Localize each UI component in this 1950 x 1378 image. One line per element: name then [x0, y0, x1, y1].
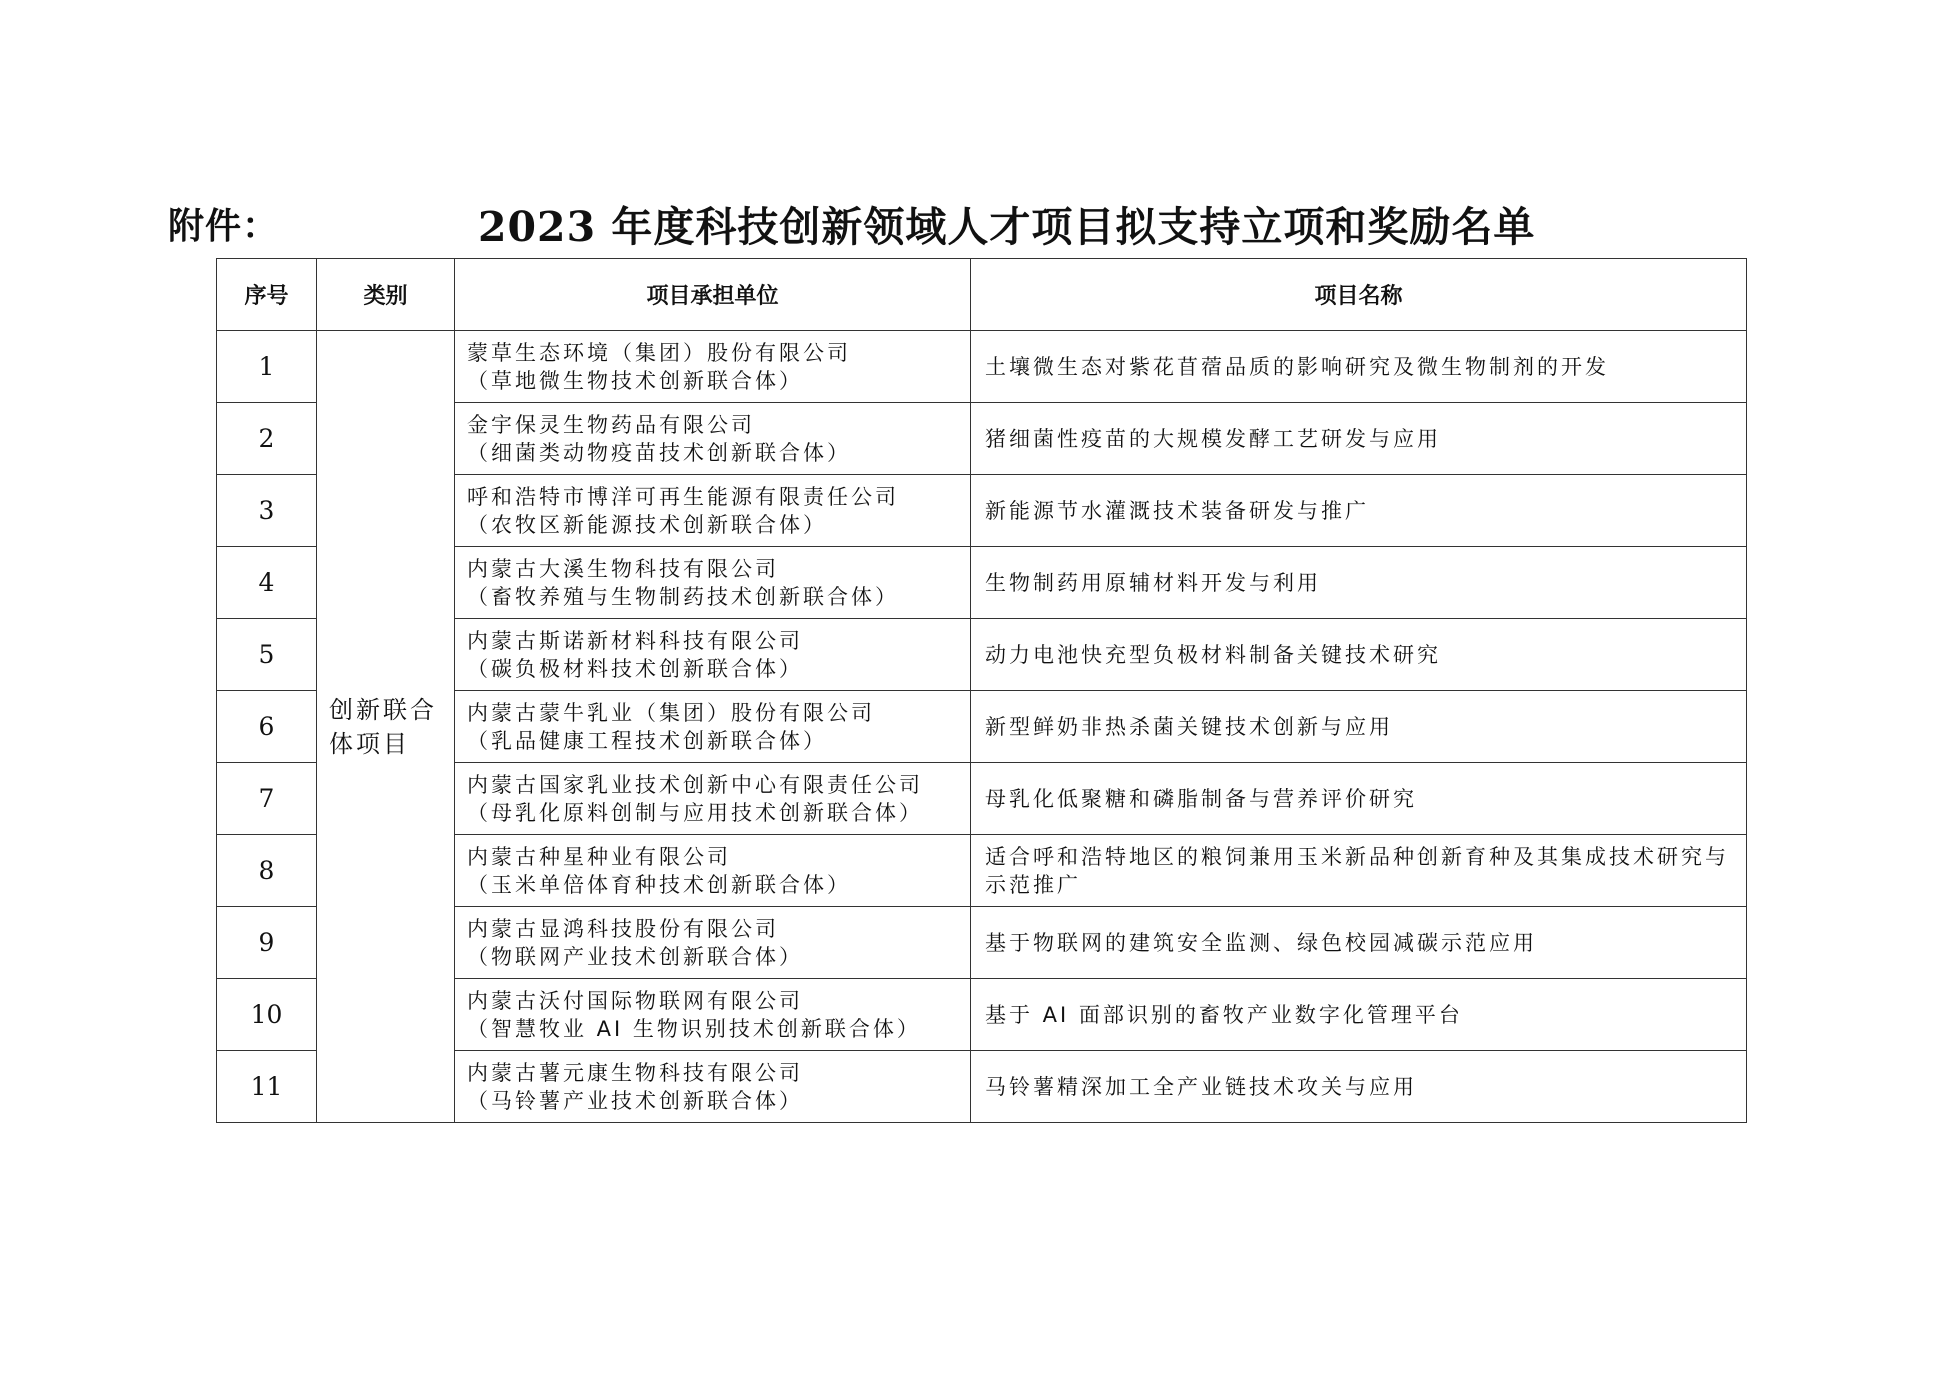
- award-list-table: [216, 258, 1747, 1123]
- column-header-category: 类别: [317, 259, 455, 331]
- column-header-unit: 项目承担单位: [455, 259, 971, 331]
- unit-name: 内蒙古国家乳业技术创新中心有限责任公司: [467, 772, 923, 797]
- unit-cell: [455, 475, 971, 547]
- row-number: 6: [217, 691, 317, 763]
- row-number: 4: [217, 547, 317, 619]
- project-name: 基于物联网的建筑安全监测、绿色校园减碳示范应用: [971, 907, 1747, 979]
- category-cell: 创新联合体项目: [317, 331, 455, 1123]
- attachment-label: 附件：: [168, 205, 280, 247]
- project-name: 生物制药用原辅材料开发与利用: [971, 547, 1747, 619]
- unit-cell: [455, 907, 971, 979]
- column-header-project: 项目名称: [971, 259, 1747, 331]
- unit-name: 内蒙古大溪生物科技有限公司: [467, 556, 779, 581]
- alliance-name: （畜牧养殖与生物制药技术创新联合体）: [467, 584, 899, 609]
- project-name: 适合呼和浩特地区的粮饲兼用玉米新品种创新育种及其集成技术研究与示范推广: [971, 835, 1747, 907]
- row-number: 10: [217, 979, 317, 1051]
- unit-cell: [455, 763, 971, 835]
- table-header-row: [217, 259, 1747, 331]
- row-number: 11: [217, 1051, 317, 1123]
- row-number: 8: [217, 835, 317, 907]
- project-name: 基于 AI 面部识别的畜牧产业数字化管理平台: [971, 979, 1747, 1051]
- column-header-number: 序号: [217, 259, 317, 331]
- unit-name: 内蒙古蒙牛乳业（集团）股份有限公司: [467, 700, 875, 725]
- project-name: 新型鲜奶非热杀菌关键技术创新与应用: [971, 691, 1747, 763]
- unit-name: 内蒙古显鸿科技股份有限公司: [467, 916, 779, 941]
- project-name: 马铃薯精深加工全产业链技术攻关与应用: [971, 1051, 1747, 1123]
- alliance-name: （智慧牧业 AI 生物识别技术创新联合体）: [467, 1016, 921, 1041]
- project-name: 母乳化低聚糖和磷脂制备与营养评价研究: [971, 763, 1747, 835]
- project-name: 新能源节水灌溉技术装备研发与推广: [971, 475, 1747, 547]
- alliance-name: （碳负极材料技术创新联合体）: [467, 656, 803, 681]
- alliance-name: （马铃薯产业技术创新联合体）: [467, 1088, 803, 1113]
- project-name: 猪细菌性疫苗的大规模发酵工艺研发与应用: [971, 403, 1747, 475]
- row-number: 3: [217, 475, 317, 547]
- unit-cell: [455, 835, 971, 907]
- document-title: 2023 年度科技创新领域人才项目拟支持立项和奖励名单: [478, 203, 1536, 251]
- unit-name: 内蒙古沃付国际物联网有限公司: [467, 988, 803, 1013]
- unit-cell: [455, 1051, 971, 1123]
- unit-name: 内蒙古种星种业有限公司: [467, 844, 731, 869]
- unit-name: 内蒙古斯诺新材料科技有限公司: [467, 628, 803, 653]
- unit-name: 金宇保灵生物药品有限公司: [467, 412, 755, 437]
- unit-cell: [455, 403, 971, 475]
- alliance-name: （农牧区新能源技术创新联合体）: [467, 512, 827, 537]
- row-number: 9: [217, 907, 317, 979]
- unit-cell: [455, 619, 971, 691]
- row-number: 2: [217, 403, 317, 475]
- unit-cell: [455, 547, 971, 619]
- unit-name: 内蒙古薯元康生物科技有限公司: [467, 1060, 803, 1085]
- table-row: [217, 331, 1747, 403]
- alliance-name: （物联网产业技术创新联合体）: [467, 944, 803, 969]
- unit-name: 呼和浩特市博洋可再生能源有限责任公司: [467, 484, 899, 509]
- project-name: 动力电池快充型负极材料制备关键技术研究: [971, 619, 1747, 691]
- unit-cell: [455, 979, 971, 1051]
- unit-cell: [455, 331, 971, 403]
- row-number: 5: [217, 619, 317, 691]
- unit-cell: [455, 691, 971, 763]
- project-name: 土壤微生态对紫花苜蓿品质的影响研究及微生物制剂的开发: [971, 331, 1747, 403]
- alliance-name: （细菌类动物疫苗技术创新联合体）: [467, 440, 851, 465]
- row-number: 1: [217, 331, 317, 403]
- row-number: 7: [217, 763, 317, 835]
- alliance-name: （玉米单倍体育种技术创新联合体）: [467, 872, 851, 897]
- alliance-name: （草地微生物技术创新联合体）: [467, 368, 803, 393]
- alliance-name: （乳品健康工程技术创新联合体）: [467, 728, 827, 753]
- alliance-name: （母乳化原料创制与应用技术创新联合体）: [467, 800, 923, 825]
- unit-name: 蒙草生态环境（集团）股份有限公司: [467, 340, 851, 365]
